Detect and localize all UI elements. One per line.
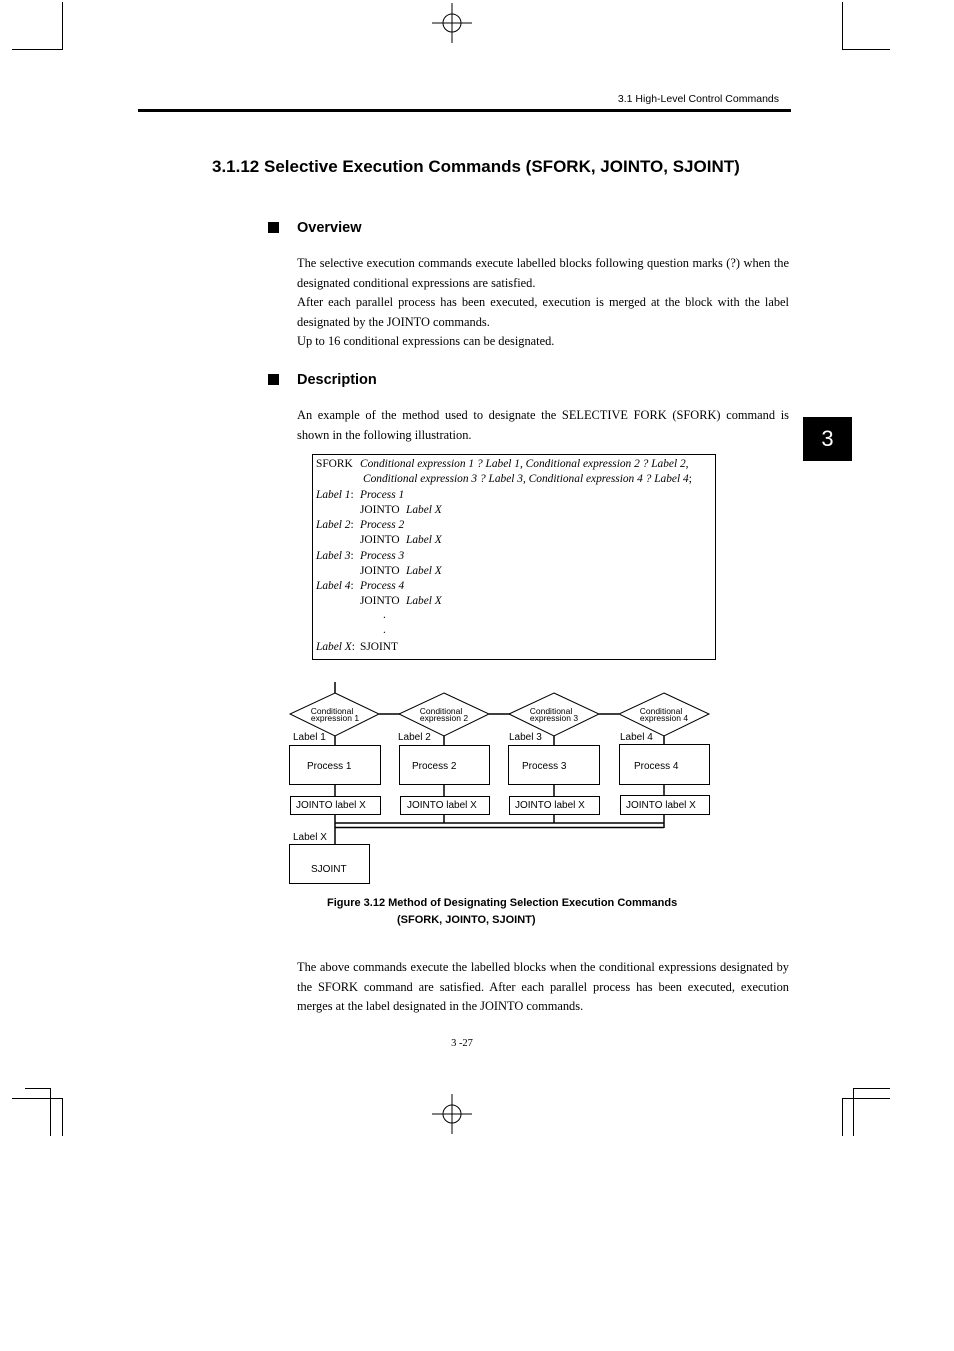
code-label-line (316, 519, 354, 531)
code-label-line (316, 550, 354, 562)
chapter-tab: 3 (803, 417, 852, 461)
closing-body (297, 958, 789, 1017)
running-header: 3.1 High-Level Control Commands (617, 93, 779, 105)
sjoint-text: SJOINT (311, 864, 347, 875)
overview-heading-text: Overview (297, 220, 362, 236)
code-punct: ; (688, 473, 692, 485)
code-jointo-target: Label X (406, 504, 442, 516)
figure-caption (327, 895, 677, 929)
process-text: Process 3 (522, 761, 567, 772)
branch-3 (509, 693, 600, 823)
process-text: Process 2 (412, 761, 457, 772)
code-keyword-jointo: JOINTO (360, 534, 400, 546)
overview-body (297, 254, 789, 352)
header-rule (138, 109, 791, 112)
branch-label: Label 3 (509, 732, 542, 743)
branch-label: Label 2 (398, 732, 431, 743)
condition-text: Conditional (639, 706, 683, 716)
condition-text: Conditional (529, 706, 573, 716)
section-title: 3.1.12 Selective Execution Commands (SFORK, JOINTO, SJOINT) (212, 157, 740, 176)
flow-diagram (280, 680, 720, 890)
description-heading (268, 372, 377, 388)
condition-text: expression 1 (310, 713, 360, 723)
branch-1 (290, 693, 381, 844)
code-jointo-target: Label X (406, 565, 442, 577)
code-process: Process 2 (360, 519, 405, 531)
code-example-box (312, 454, 716, 660)
code-keyword-sjoint: SJOINT (360, 641, 398, 653)
code-label: Label 1 (316, 489, 351, 501)
overview-paragraph: After each parallel process has been executed, execution is merged at the block with the label designated by the JOINTO commands. (297, 295, 789, 329)
code-keyword-jointo: JOINTO (360, 565, 400, 577)
registration-mark-icon (432, 1094, 472, 1134)
branch-label: Label 1 (293, 732, 326, 743)
description-intro (297, 406, 789, 445)
process-text: Process 1 (307, 761, 352, 772)
code-keyword-sfork: SFORK (316, 458, 353, 470)
code-line-text: Conditional expression 3 ? Label 3, Conditional expression 4 ? Label 4 (363, 473, 689, 485)
registration-mark-icon (432, 3, 472, 43)
description-heading-text: Description (297, 372, 377, 388)
condition-text: Conditional (419, 706, 463, 716)
code-process: Process 3 (360, 550, 405, 562)
jointo-text: JOINTO label X (515, 800, 585, 811)
jointo-text: JOINTO label X (626, 800, 696, 811)
closing-paragraph: The above commands execute the labelled blocks when the conditional expressions designated by the SFORK command are satisfied. After each parallel process has been executed, execution merges at the label designated in the JOINTO commands. (297, 960, 789, 1013)
square-bullet-icon (268, 222, 279, 233)
overview-paragraph: Up to 16 conditional expressions can be designated. (297, 334, 555, 348)
code-keyword-jointo: JOINTO (360, 595, 400, 607)
branch-4 (619, 693, 710, 828)
code-ellipsis-dot: . (383, 609, 386, 621)
branch-label: Label 4 (620, 732, 653, 743)
code-label: Label 2 (316, 519, 351, 531)
code-punct: : (350, 489, 354, 501)
code-label: Label 3 (316, 550, 351, 562)
condition-text: expression 3 (529, 713, 579, 723)
process-text: Process 4 (634, 761, 679, 772)
code-line: Conditional expression 1 ? Label 1, Conditional expression 2 ? Label 2, (360, 458, 689, 470)
page-number: 3 -27 (451, 1038, 473, 1049)
jointo-text: JOINTO label X (407, 800, 477, 811)
jointo-text: JOINTO label X (296, 800, 366, 811)
code-jointo-target: Label X (406, 534, 442, 546)
square-bullet-icon (268, 374, 279, 385)
code-label-line (316, 489, 354, 501)
code-punct: : (350, 550, 354, 562)
condition-text: expression 4 (639, 713, 689, 723)
code-keyword-jointo: JOINTO (360, 504, 400, 516)
figure-caption-line: (SFORK, JOINTO, SJOINT) (397, 914, 536, 926)
code-process: Process 4 (360, 580, 405, 592)
overview-paragraph: The selective execution commands execute labelled blocks following question marks (?) when the designated conditional expressions are satisfied. (297, 256, 789, 290)
code-line (363, 473, 692, 485)
description-intro-text: An example of the method used to designate the SELECTIVE FORK (SFORK) command is shown in the following illustration. (297, 408, 789, 442)
code-label: Label 4 (316, 580, 351, 592)
code-punct: : (350, 519, 354, 531)
branch-2 (398, 693, 490, 823)
code-jointo-target: Label X (406, 595, 442, 607)
code-ellipsis-dot: . (383, 624, 386, 636)
condition-text: expression 2 (419, 713, 469, 723)
code-punct: : (351, 641, 355, 653)
overview-heading (268, 220, 362, 236)
code-punct: : (350, 580, 354, 592)
condition-text: Conditional (310, 706, 354, 716)
code-process: Process 1 (360, 489, 405, 501)
code-label: Label X (316, 641, 352, 653)
figure-caption-line: Figure 3.12 Method of Designating Selection Execution Commands (327, 897, 678, 909)
code-label-line (316, 580, 354, 592)
code-label-line (316, 641, 355, 653)
merge-label: Label X (293, 832, 327, 843)
